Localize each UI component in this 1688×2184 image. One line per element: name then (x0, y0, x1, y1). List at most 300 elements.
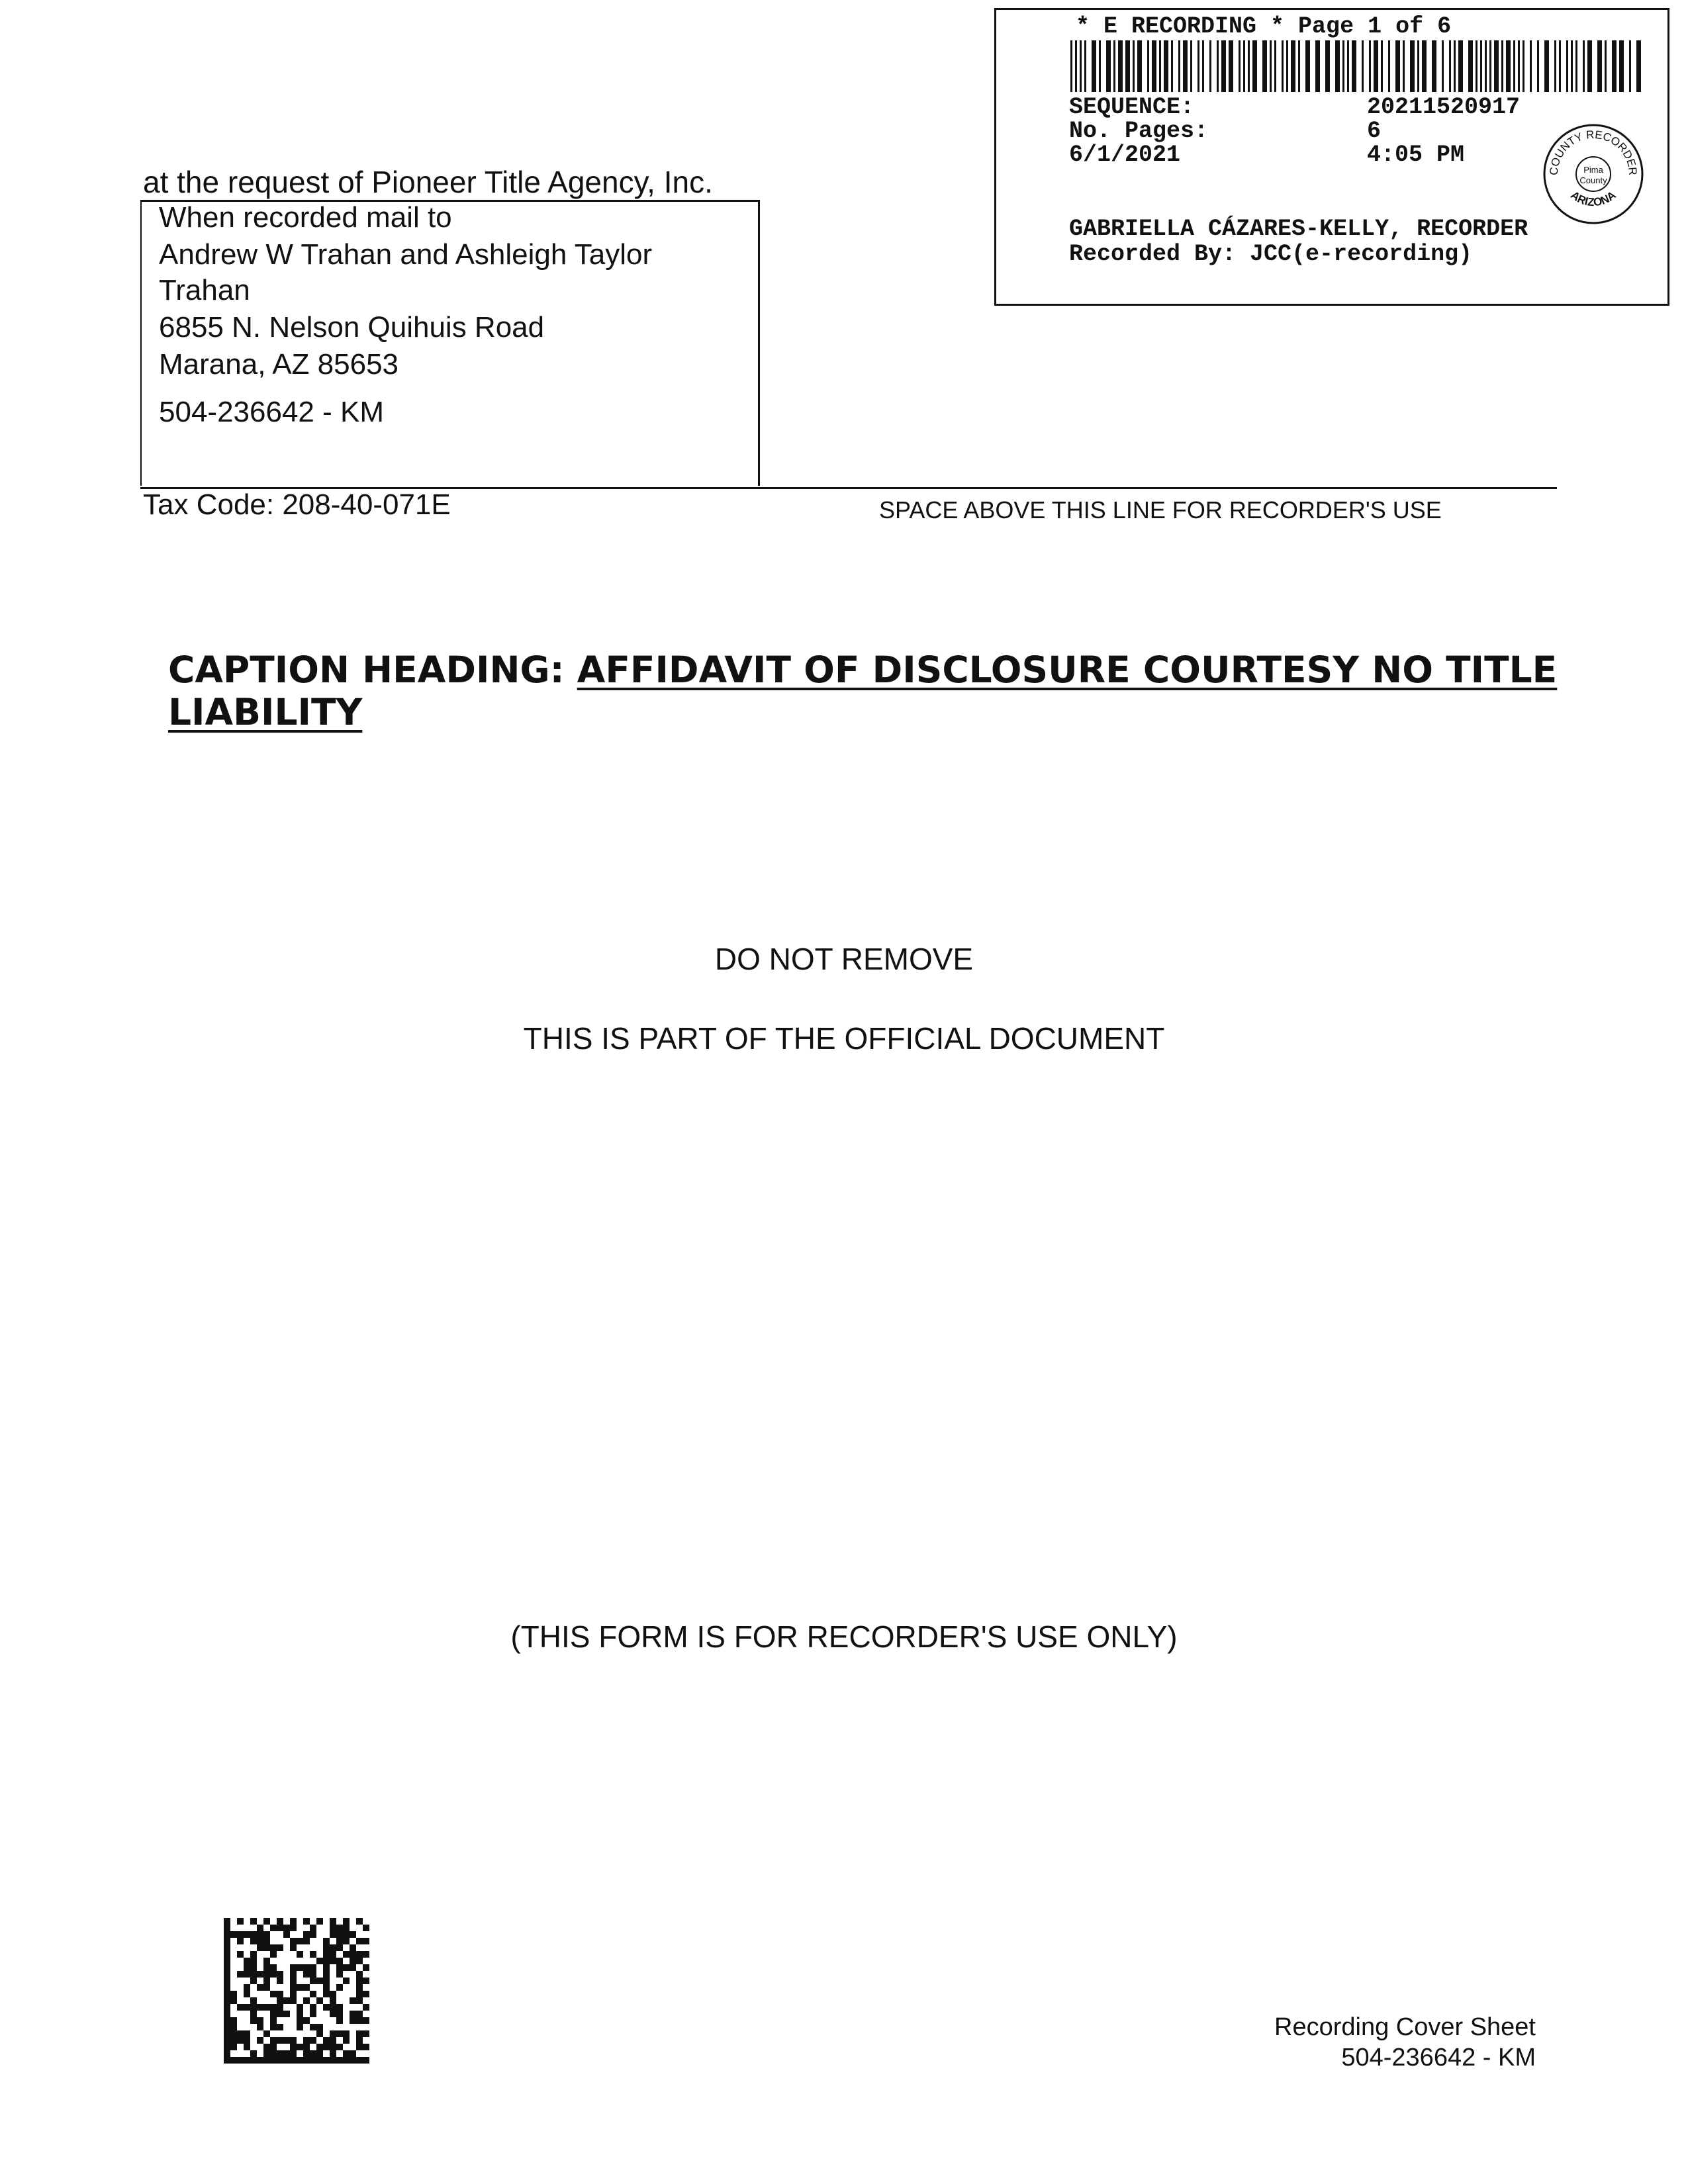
barcode-bar (1080, 40, 1082, 92)
datamatrix-module (316, 2050, 323, 2057)
datamatrix-module (316, 1978, 323, 1984)
datamatrix-module (283, 1925, 290, 1931)
barcode-bar (1229, 40, 1233, 92)
cover-sheet-footer (1125, 2012, 1536, 2073)
datamatrix-module (343, 1925, 350, 1931)
barcode-bar (1403, 40, 1405, 92)
datamatrix-module (250, 1931, 257, 1938)
pages-value: 6 (1367, 118, 1382, 144)
datamatrix-module (303, 2044, 310, 2050)
barcode-bar (1221, 40, 1226, 92)
datamatrix-module (316, 1918, 323, 1925)
barcode-bar (1092, 40, 1096, 92)
datamatrix-module (290, 1918, 297, 1925)
datamatrix-module (343, 1978, 350, 1984)
datamatrix-module (336, 1984, 343, 1991)
barcode-bar (1374, 40, 1378, 92)
barcode-bar (1209, 40, 1211, 92)
datamatrix-module (343, 1964, 350, 1971)
barcode-bar (1075, 40, 1077, 92)
datamatrix-module (363, 1991, 369, 1997)
datamatrix-module (250, 1997, 257, 2004)
svg-text:COUNTY RECORDER: COUNTY RECORDER (1547, 128, 1640, 176)
datamatrix-module (257, 1925, 263, 1931)
datamatrix-module (290, 1925, 297, 1931)
recording-date: 6/1/2021 (1069, 142, 1181, 168)
barcode-bar (1597, 40, 1602, 92)
datamatrix-module (257, 1938, 263, 1944)
datamatrix-module (270, 2044, 277, 2050)
datamatrix-module (257, 1984, 263, 1991)
barcode-bar (1125, 40, 1130, 92)
datamatrix-module (363, 1978, 369, 1984)
datamatrix-module (270, 1925, 277, 1931)
barcode-bar (1605, 40, 1607, 92)
datamatrix-module (230, 2024, 237, 2030)
datamatrix-module (330, 1991, 336, 1997)
datamatrix-module (277, 1991, 283, 1997)
barcode-bar (1554, 40, 1556, 92)
datamatrix-module (277, 1978, 283, 1984)
datamatrix-module (336, 1931, 343, 1938)
datamatrix-module (363, 2004, 369, 2011)
datamatrix-module (224, 1944, 230, 1951)
datamatrix-module (237, 1931, 244, 1938)
datamatrix-module (237, 2057, 244, 2064)
barcode-bar (1559, 40, 1561, 92)
datamatrix-module (250, 2011, 257, 2017)
svg-text:County: County (1579, 175, 1607, 185)
datamatrix-module (250, 1951, 257, 1958)
datamatrix-module (257, 1944, 263, 1951)
barcode-bar (1248, 40, 1250, 92)
barcode-bar (1178, 40, 1180, 92)
barcode-bar (1537, 40, 1539, 92)
datamatrix-module (244, 1991, 250, 1997)
barcode-bar (1489, 40, 1491, 92)
datamatrix-module (250, 1918, 257, 1925)
datamatrix-module (330, 2030, 336, 2037)
datamatrix-module (270, 2057, 277, 2064)
datamatrix-module (303, 1964, 310, 1971)
datamatrix-module (330, 1918, 336, 1925)
notice-official-document: THIS IS PART OF THE OFFICIAL DOCUMENT (523, 1021, 1165, 1056)
datamatrix-module (224, 2044, 230, 2050)
datamatrix-module (224, 1938, 230, 1944)
recording-stamp (994, 8, 1669, 306)
datamatrix-module (250, 2057, 257, 2064)
recorder-space-note: SPACE ABOVE THIS LINE FOR RECORDER'S USE (879, 496, 1442, 523)
datamatrix-module (224, 1971, 230, 1978)
datamatrix-module (310, 1925, 316, 1931)
datamatrix-module (283, 2057, 290, 2064)
datamatrix-module (270, 1944, 277, 1951)
barcode-bar (1274, 40, 1276, 92)
barcode-bar (1629, 40, 1631, 92)
datamatrix-module (290, 1997, 297, 2004)
datamatrix-module (277, 1918, 283, 1925)
datamatrix-module (270, 1951, 277, 1958)
datamatrix-module (330, 2050, 336, 2057)
barcode-bar (1636, 40, 1641, 92)
barcode-bar (1252, 40, 1257, 92)
datamatrix-module (323, 1991, 330, 1997)
barcode-bar (1305, 40, 1310, 92)
barcode-bar (1070, 40, 1072, 92)
barcode-bar (1159, 40, 1161, 92)
datamatrix-module (244, 2037, 250, 2044)
recorder-name: GABRIELLA CÁZARES-KELLY, RECORDER (1069, 216, 1528, 242)
datamatrix-module (356, 2057, 363, 2064)
datamatrix-module (336, 2044, 343, 2050)
datamatrix-module (343, 2050, 350, 2057)
datamatrix-module (330, 2057, 336, 2064)
barcode-bar (1518, 40, 1520, 92)
datamatrix-module (224, 2037, 230, 2044)
datamatrix-module (303, 1931, 310, 1938)
barcode-bar (1432, 40, 1436, 92)
barcode-bar (1270, 40, 1272, 92)
datamatrix-module (263, 1978, 270, 1984)
datamatrix-module (316, 1997, 323, 2004)
county-seal-icon (1542, 122, 1645, 226)
datamatrix-module (237, 1971, 244, 1978)
datamatrix-module (303, 2050, 310, 2057)
datamatrix-module (323, 1971, 330, 1978)
barcode-bar (1362, 40, 1364, 92)
datamatrix-module (257, 1971, 263, 1978)
barcode-bar (1513, 40, 1515, 92)
datamatrix-module (336, 2057, 343, 2064)
datamatrix-module (350, 1944, 356, 1951)
datamatrix-module (263, 1944, 270, 1951)
datamatrix-module (310, 2057, 316, 2064)
datamatrix-module (250, 2050, 257, 2057)
datamatrix-module (263, 1918, 270, 1925)
datamatrix-module (224, 2024, 230, 2030)
datamatrix-module (283, 2011, 290, 2017)
datamatrix-module (323, 1958, 330, 1964)
barcode-bar (1442, 40, 1444, 92)
datamatrix-module (230, 2030, 237, 2037)
mail-to-line: Andrew W Trahan and Ashleigh Taylor (159, 238, 653, 271)
datamatrix-module (290, 1944, 297, 1951)
datamatrix-module (263, 2057, 270, 2064)
datamatrix-module (263, 2030, 270, 2037)
barcode-bar (1566, 40, 1568, 92)
datamatrix-module (323, 1951, 330, 1958)
datamatrix-module (343, 1918, 350, 1925)
barcode-bar (1197, 40, 1199, 92)
datamatrix-module (330, 2004, 336, 2011)
datamatrix-module (290, 2057, 297, 2064)
barcode-bar (1335, 40, 1340, 92)
barcode-bar (1417, 40, 1419, 92)
datamatrix-module (330, 1997, 336, 2004)
datamatrix-module (237, 2030, 244, 2037)
tax-code: Tax Code: 208-40-071E (143, 488, 451, 521)
datamatrix-module (310, 1964, 316, 1971)
datamatrix-module (336, 2011, 343, 2017)
datamatrix-module (350, 1964, 356, 1971)
datamatrix-module (263, 2004, 270, 2011)
barcode-bar (1171, 40, 1173, 92)
barcode (1070, 40, 1640, 92)
barcode-bar (1183, 40, 1188, 92)
datamatrix-module (330, 1958, 336, 1964)
datamatrix-module (250, 1938, 257, 1944)
datamatrix-module (224, 1991, 230, 1997)
svg-text:ARIZONA: ARIZONA (1568, 189, 1618, 209)
barcode-bar (1282, 40, 1284, 92)
datamatrix-module (356, 1951, 363, 1958)
barcode-bar (1612, 40, 1617, 92)
datamatrix-module (330, 2044, 336, 2050)
datamatrix-module (257, 1931, 263, 1938)
datamatrix-module (310, 2050, 316, 2057)
datamatrix-module (297, 2011, 303, 2017)
barcode-bar (1422, 40, 1427, 92)
datamatrix-module (270, 2050, 277, 2057)
barcode-bar (1619, 40, 1624, 92)
datamatrix-module (224, 2017, 230, 2024)
datamatrix-module (244, 1984, 250, 1991)
datamatrix-module (363, 1925, 369, 1931)
datamatrix-module (237, 2037, 244, 2044)
datamatrix-module (323, 2057, 330, 2064)
datamatrix-module (270, 1964, 277, 1971)
datamatrix-module (330, 1925, 336, 1931)
datamatrix-module (250, 1978, 257, 1984)
datamatrix-module (237, 1938, 244, 1944)
datamatrix-module (330, 1944, 336, 1951)
datamatrix-module (356, 2030, 363, 2037)
datamatrix-module (290, 1991, 297, 1997)
datamatrix-module (356, 2011, 363, 2017)
datamatrix-module (310, 1978, 316, 1984)
notice-do-not-remove: DO NOT REMOVE (714, 942, 974, 976)
datamatrix-module (363, 1938, 369, 1944)
barcode-bar (1395, 40, 1400, 92)
barcode-bar (1147, 40, 1149, 92)
datamatrix-module (263, 1971, 270, 1978)
datamatrix-module (310, 2024, 316, 2030)
footer-title: Recording Cover Sheet (1274, 2013, 1536, 2041)
barcode-bar (1133, 40, 1135, 92)
datamatrix-module (290, 1978, 297, 1984)
datamatrix-module (350, 1997, 356, 2004)
datamatrix-module (316, 2024, 323, 2030)
datamatrix-module (270, 2017, 277, 2024)
datamatrix-module (270, 2011, 277, 2017)
datamatrix-module (244, 2044, 250, 2050)
barcode-bar (1571, 40, 1573, 92)
datamatrix-module (323, 1978, 330, 1984)
barcode-bar (1347, 40, 1349, 92)
datamatrix-module (363, 1951, 369, 1958)
datamatrix-module (297, 2004, 303, 2011)
recorded-by: Recorded By: JCC(e-recording) (1069, 241, 1473, 267)
datamatrix-module (356, 1958, 363, 1964)
datamatrix-module (257, 2004, 263, 2011)
datamatrix-module (363, 1964, 369, 1971)
datamatrix-module (277, 2011, 283, 2017)
mail-to-line: When recorded mail to (159, 201, 452, 234)
datamatrix-module (250, 2004, 257, 2011)
datamatrix-module (230, 1997, 237, 2004)
datamatrix-module (323, 2004, 330, 2011)
datamatrix-module (356, 1978, 363, 1984)
datamatrix-module (336, 1938, 343, 1944)
datamatrix-module (323, 1984, 330, 1991)
datamatrix-module (297, 1984, 303, 1991)
datamatrix-module (330, 1931, 336, 1938)
barcode-bar (1137, 40, 1142, 92)
datamatrix-module (343, 1951, 350, 1958)
datamatrix-module (350, 2057, 356, 2064)
datamatrix-module (363, 2030, 369, 2037)
mail-to-line: 6855 N. Nelson Quihuis Road (159, 311, 545, 343)
datamatrix-module (310, 1971, 316, 1978)
datamatrix-module (303, 1918, 310, 1925)
datamatrix-module (270, 1991, 277, 1997)
barcode-bar (1217, 40, 1219, 92)
datamatrix-module (244, 2057, 250, 2064)
mail-to-line: 504-236642 - KM (159, 396, 384, 428)
stamp-header: * E RECORDING * Page 1 of 6 (1076, 13, 1452, 40)
datamatrix-module (263, 1984, 270, 1991)
barcode-bar (1164, 40, 1168, 92)
datamatrix-module (303, 1971, 310, 1978)
datamatrix-module (224, 1997, 230, 2004)
datamatrix-module (303, 1997, 310, 2004)
datamatrix-module (310, 2004, 316, 2011)
datamatrix-module (250, 1964, 257, 1971)
datamatrix-module (244, 1931, 250, 1938)
barcode-bar (1315, 40, 1320, 92)
datamatrix-module (270, 2024, 277, 2030)
datamatrix-module (310, 2037, 316, 2044)
barcode-bar (1458, 40, 1463, 92)
datamatrix-module (343, 1938, 350, 1944)
datamatrix-module (283, 2037, 290, 2044)
datamatrix-module (336, 1944, 343, 1951)
datamatrix-module (356, 1984, 363, 1991)
datamatrix-module (237, 1951, 244, 1958)
datamatrix-module (230, 2017, 237, 2024)
datamatrix-module (336, 2030, 343, 2037)
datamatrix-module (277, 1944, 283, 1951)
datamatrix-module (290, 2037, 297, 2044)
datamatrix-module (290, 1938, 297, 1944)
barcode-bar (1583, 40, 1585, 92)
barcode-bar (1106, 40, 1111, 92)
datamatrix-module (336, 2004, 343, 2011)
datamatrix-module (323, 2044, 330, 2050)
datamatrix-module (244, 2004, 250, 2011)
datamatrix-module (356, 1991, 363, 1997)
barcode-bar (1262, 40, 1267, 92)
datamatrix-module (270, 2004, 277, 2011)
barcode-bar (1449, 40, 1451, 92)
request-line: at the request of Pioneer Title Agency, Inc. (143, 165, 713, 199)
datamatrix-module (290, 2050, 297, 2057)
sequence-label: SEQUENCE: (1069, 94, 1195, 120)
datamatrix-module (263, 1964, 270, 1971)
barcode-bar (1243, 40, 1245, 92)
datamatrix-module (303, 2017, 310, 2024)
datamatrix-module (277, 2057, 283, 2064)
datamatrix-module (224, 2030, 230, 2037)
datamatrix-module (316, 2057, 323, 2064)
datamatrix-module (356, 1918, 363, 1925)
barcode-bar (1410, 40, 1415, 92)
datamatrix-module (277, 1997, 283, 2004)
datamatrix-module (323, 1964, 330, 1971)
datamatrix-module (330, 2037, 336, 2044)
datamatrix-module (336, 1925, 343, 1931)
datamatrix-module (270, 1971, 277, 1978)
barcode-bar (1342, 40, 1344, 92)
datamatrix-module (356, 2044, 363, 2050)
datamatrix-module (363, 2057, 369, 2064)
datamatrix-module (310, 1931, 316, 1938)
datamatrix-module (224, 1925, 230, 1931)
datamatrix-module (303, 2037, 310, 2044)
datamatrix-module (330, 1951, 336, 1958)
barcode-bar (1286, 40, 1288, 92)
datamatrix-module (263, 2050, 270, 2057)
barcode-bar (1587, 40, 1592, 92)
datamatrix-module (230, 2037, 237, 2044)
datamatrix-module (290, 1984, 297, 1991)
datamatrix-module (356, 1938, 363, 1944)
datamatrix-module (257, 2024, 263, 2030)
barcode-bar (1325, 40, 1330, 92)
datamatrix-module (323, 1944, 330, 1951)
datamatrix-module (224, 2057, 230, 2064)
datamatrix-module (230, 2044, 237, 2050)
datamatrix-code (224, 1918, 369, 2064)
datamatrix-module (350, 1951, 356, 1958)
datamatrix-module (224, 2011, 230, 2017)
barcode-bar (1352, 40, 1356, 92)
datamatrix-module (230, 2057, 237, 2064)
datamatrix-module (297, 1964, 303, 1971)
datamatrix-module (336, 1958, 343, 1964)
datamatrix-module (310, 1951, 316, 1958)
datamatrix-module (250, 1971, 257, 1978)
datamatrix-module (263, 1958, 270, 1964)
svg-text:Pima: Pima (1583, 165, 1603, 175)
datamatrix-module (224, 1918, 230, 1925)
datamatrix-module (297, 2017, 303, 2024)
datamatrix-module (316, 2044, 323, 2050)
datamatrix-module (316, 2030, 323, 2037)
datamatrix-module (224, 1984, 230, 1991)
datamatrix-module (277, 2050, 283, 2057)
datamatrix-module (270, 2037, 277, 2044)
mail-to-line: Trahan (159, 274, 250, 306)
datamatrix-module (336, 2017, 343, 2024)
datamatrix-module (224, 1931, 230, 1938)
mail-to-line: Marana, AZ 85653 (159, 348, 399, 381)
barcode-bar (1381, 40, 1383, 92)
barcode-bar (1480, 40, 1482, 92)
notice-recorder-use-only: (THIS FORM IS FOR RECORDER'S USE ONLY) (510, 1619, 1178, 1654)
datamatrix-module (350, 1931, 356, 1938)
datamatrix-module (350, 2011, 356, 2017)
